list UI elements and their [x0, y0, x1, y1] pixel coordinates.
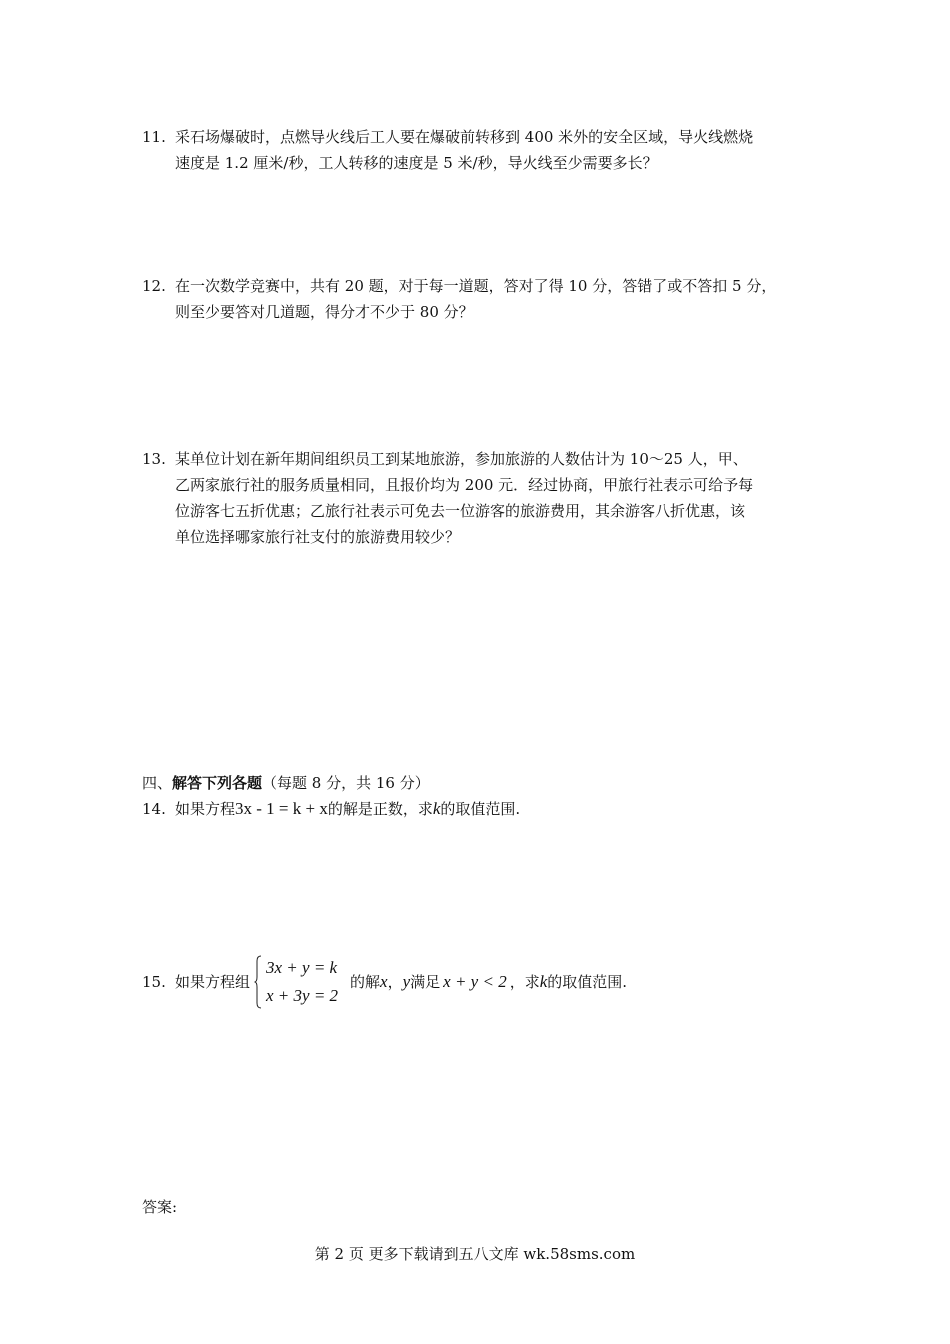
- question-14: [142, 796, 822, 822]
- answer-label: 答案:: [142, 1198, 178, 1216]
- question-text-part: 的取值范围.: [547, 973, 628, 991]
- equation-1: 3x + y = k: [266, 958, 338, 977]
- section-title: 解答下列各题: [172, 774, 263, 792]
- question-text-part: 的解: [350, 973, 381, 991]
- variable: y: [402, 972, 411, 991]
- question-15: [142, 954, 822, 1011]
- section-heading: [142, 771, 430, 795]
- question-text: [175, 124, 822, 176]
- section-prefix: 四、: [142, 774, 173, 792]
- question-text-part: ，: [387, 973, 403, 991]
- question-number: 15.: [142, 973, 166, 991]
- section-note: （每题 8 分，共 16 分）: [262, 774, 430, 792]
- condition: x + y < 2: [443, 972, 507, 991]
- question-13: [142, 446, 822, 550]
- question-text: [175, 273, 822, 325]
- question-text: [175, 446, 822, 550]
- question-text-part: 如果方程: [175, 800, 236, 818]
- question-line: 速度是 1.2 厘米/秒，工人转移的速度是 5 米/秒，导火线至少需要多长？: [175, 154, 658, 172]
- question-text-part: 的取值范围.: [440, 800, 521, 818]
- question-text: [175, 954, 822, 1011]
- question-text-part: 的解是正数，求: [327, 800, 433, 818]
- variable: k: [539, 972, 548, 991]
- question-line: 位游客七五折优惠；乙旅行社表示可免去一位游客的旅游费用，其余游客八折优惠，该: [175, 502, 746, 520]
- question-11: [142, 124, 822, 176]
- question-number: 13.: [142, 450, 166, 468]
- question-line: 乙两家旅行社的服务质量相同，且报价均为 200 元．经过协商，甲旅行社表示可给予每: [175, 476, 754, 494]
- variable: x: [380, 972, 388, 991]
- question-text-part: 满足: [410, 973, 441, 991]
- equation-system: [254, 955, 346, 1011]
- equation: [235, 799, 328, 818]
- question-text-part: 如果方程组: [175, 973, 251, 991]
- question-number: 12.: [142, 277, 166, 295]
- equation-2: x + 3y = 2: [266, 986, 339, 1005]
- question-line: 则至少要答对几道题，得分才不少于 80 分？: [175, 303, 474, 321]
- variable: k: [432, 799, 441, 818]
- question-line: 在一次数学竞赛中，共有 20 题，对于每一道题，答对了得 10 分，答错了或不答扣 5 分，: [175, 277, 777, 295]
- equation-text: 3x - 1 = k + x: [235, 799, 328, 818]
- question-line: 某单位计划在新年期间组织员工到某地旅游，参加旅游的人数估计为 10～25 人，甲、: [175, 450, 748, 468]
- question-line: 采石场爆破时，点燃导火线后工人要在爆破前转移到 400 米外的安全区域，导火线燃烧: [175, 128, 754, 146]
- question-number: 14.: [142, 800, 166, 818]
- question-text-part: ，求: [509, 973, 540, 991]
- brace-icon: [254, 955, 262, 1009]
- question-12: [142, 273, 822, 325]
- page-footer: 第 2 页 更多下载请到五八文库 wk.58sms.com: [314, 1245, 636, 1263]
- question-text: [175, 796, 822, 822]
- question-number: 11.: [142, 128, 166, 146]
- question-line: 单位选择哪家旅行社支付的旅游费用较少？: [175, 528, 461, 546]
